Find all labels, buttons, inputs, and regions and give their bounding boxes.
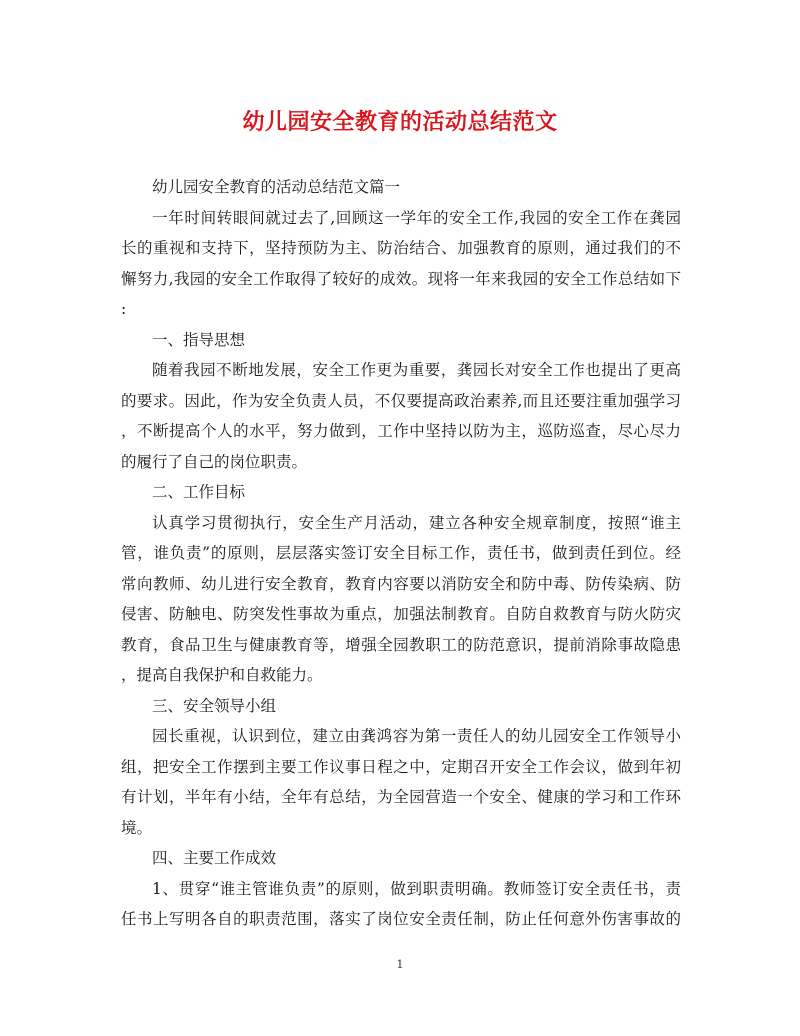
document-title: 幼儿园安全教育的活动总结范文 (242, 110, 558, 135)
text-line: 园长重视，认识到位，建立由龚鸿容为第一责任人的幼儿园安全工作领导小 (152, 727, 681, 745)
text-line: 管，谁负责”的原则，层层落实签订安全目标工作，责任书，做到责任到位。经 (121, 544, 681, 562)
text-line: 一、指导思想 (152, 330, 246, 349)
text-line: : (121, 300, 127, 318)
text-line: 常向教师、幼儿进行安全教育，教育内容要以消防安全和防中毒、防传染病、防 (121, 574, 681, 593)
text-line: 懈努力,我园的安全工作取得了较好的成效。现将一年来我园的安全工作总结如下 (121, 269, 681, 288)
text-line: 教育，食品卫生与健康教育等，增强全园教职工的防范意识，提前消除事故隐患 (121, 635, 681, 654)
text-line: 的要求。因此，作为安全负责人员，不仅要提高政治素养,而且还要注重加强学习 (121, 391, 681, 410)
document-body (121, 172, 681, 935)
text-line: 的履行了自己的岗位职责。 (121, 452, 308, 471)
text-line: 组，把安全工作摆到主要工作议事日程之中，定期召开安全工作会议，做到年初 (121, 757, 681, 776)
text-line: 境。 (121, 818, 153, 837)
text-line: 侵害、防触电、防突发性事故为重点，加强法制教育。自防自救教育与防火防灾 (121, 605, 681, 623)
text-line: 长的重视和支持下，坚持预防为主、防治结合、加强教育的原则，通过我们的不 (121, 239, 681, 257)
page-number: 1 (396, 958, 404, 971)
text-line: 认真学习贯彻执行，安全生产月活动，建立各种安全规章制度，按照“谁主 (152, 513, 681, 532)
text-line: 一年时间转眼间就过去了,回顾这一学年的安全工作,我园的安全工作在龚园 (152, 208, 681, 227)
text-line: 幼儿园安全教育的活动总结范文篇一 (152, 178, 401, 196)
text-line: 任书上写明各自的职责范围，落实了岗位安全责任制，防止任何意外伤害事故的 (121, 910, 681, 928)
text-line: ，提高自我保护和自救能力。 (121, 666, 323, 684)
text-line: ，不断提高个人的水平，努力做到，工作中坚持以防为主，巡防巡查，尽心尽力 (121, 422, 681, 440)
text-line: 四、主要工作成效 (152, 849, 277, 867)
text-line: 1、贯穿“谁主管谁负责”的原则，做到职责明确。教师签订安全责任书，责 (152, 879, 681, 898)
text-line: 二、工作目标 (152, 483, 246, 501)
text-line: 随着我园不断地发展，安全工作更为重要，龚园长对安全工作也提出了更高 (152, 361, 681, 379)
text-line: 三、安全领导小组 (152, 696, 277, 715)
text-line: 有计划，半年有小结，全年有总结，为全园营造一个安全、健康的学习和工作环 (121, 788, 681, 806)
